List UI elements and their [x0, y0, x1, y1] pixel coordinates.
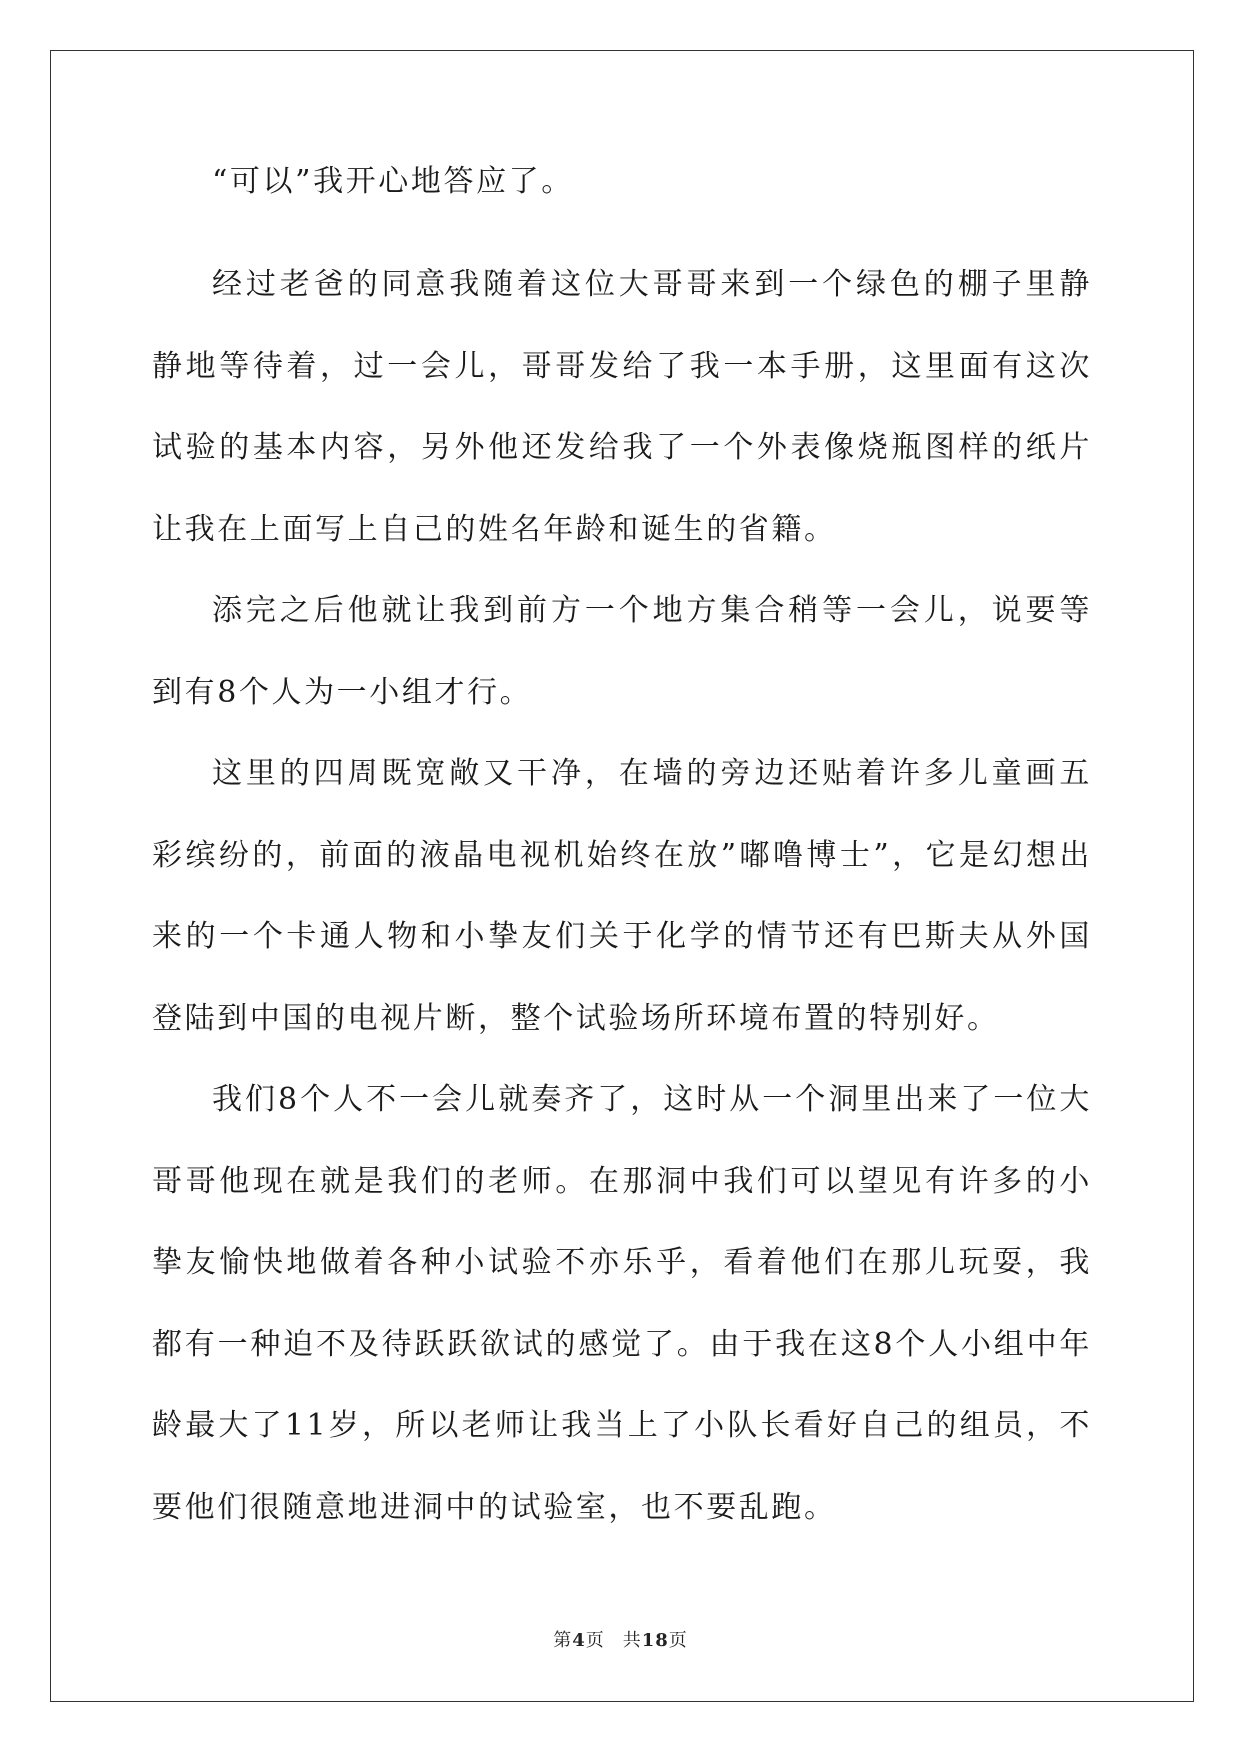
paragraph-4: 这里的四周既宽敞又干净，在墙的旁边还贴着许多儿童画五彩缤纷的，前面的液晶电视机始终在放”嘟噜博士”，它是幻想出来的一个卡通人物和小挚友们关于化学的情节还有巴斯夫从外国登陆到中国的电视片断，整个试验场所环境布置的特别好。: [152, 756, 1092, 1036]
paragraph-5: 我们8个人不一会儿就奏齐了，这时从一个洞里出来了一位大哥哥他现在就是我们的老师。在那洞中我们可以望见有许多的小挚友愉快地做着各种小试验不亦乐乎，看着他们在那儿玩耍，我都有一种迫不及待跃跃欲试的感觉了。由于我在这8个人小组中年龄最大了11岁，所以老师让我当上了小队长看好自己的组员，不要他们很随意地进洞中的试验室，也不要乱跑。: [152, 1082, 1092, 1525]
page-number: 4: [572, 1630, 586, 1651]
total-prefix: 共: [622, 1630, 642, 1651]
page-prefix: 第: [553, 1630, 573, 1651]
document-body: [152, 162, 1092, 1548]
page-footer: [0, 1626, 1241, 1652]
paragraph-3: 添完之后他就让我到前方一个地方集合稍等一会儿，说要等到有8个人为一小组才行。: [152, 593, 1092, 710]
page-suffix: 页: [585, 1630, 605, 1651]
total-suffix: 页: [668, 1630, 688, 1651]
paragraph-2: 经过老爸的同意我随着这位大哥哥来到一个绿色的棚子里静静地等待着，过一会儿，哥哥发给了我一本手册，这里面有这次试验的基本内容，另外他还发给我了一个外表像烧瓶图样的纸片让我在上面写上自己的姓名年龄和诞生的省籍。: [152, 267, 1092, 547]
paragraph-1: “可以”我开心地答应了。: [212, 164, 574, 199]
total-pages: 18: [641, 1630, 669, 1651]
